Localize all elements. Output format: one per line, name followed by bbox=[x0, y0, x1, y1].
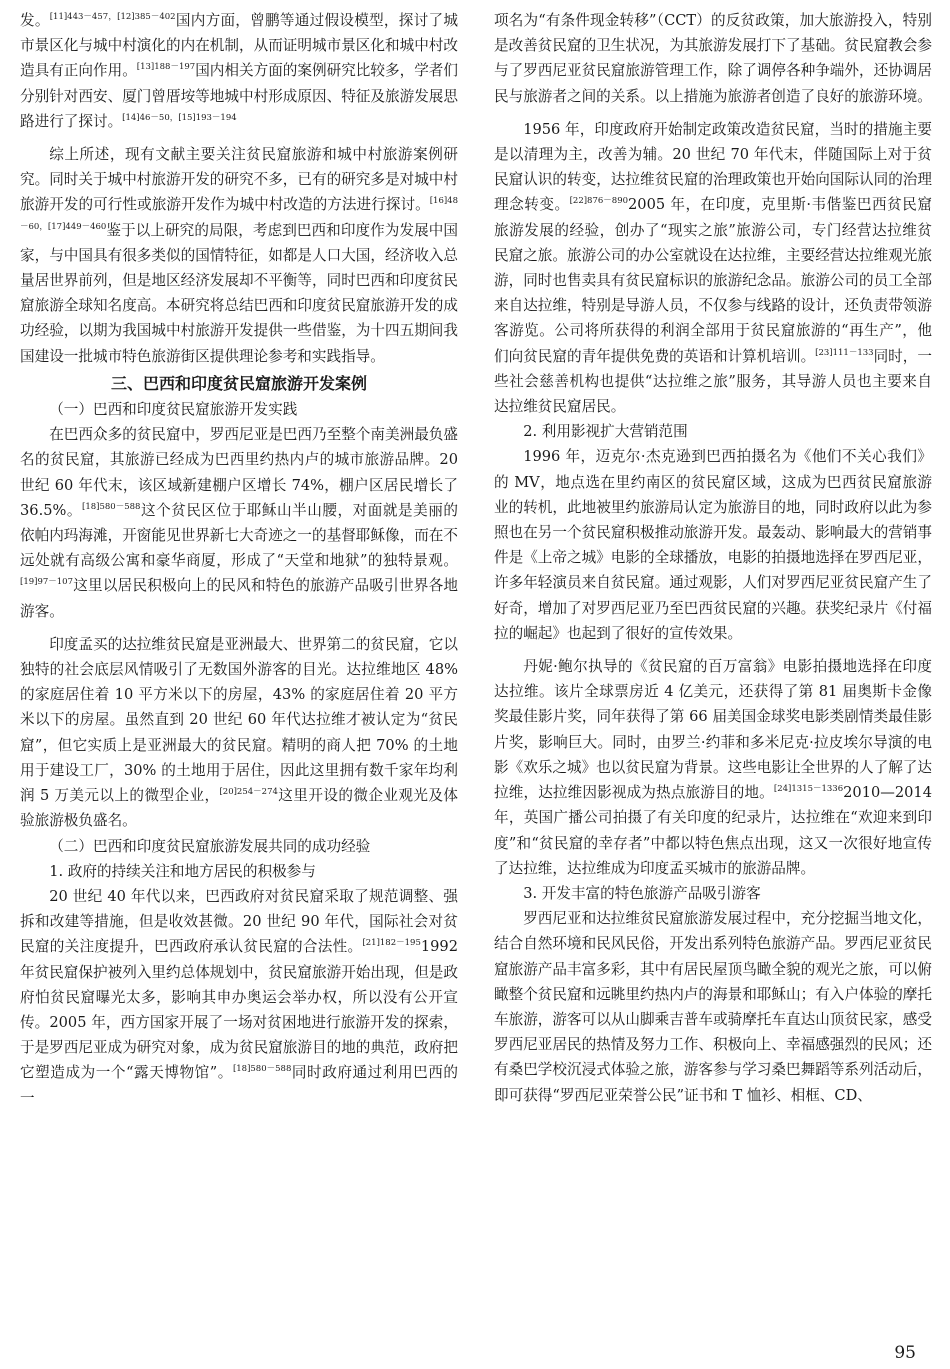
text: 综上所述，现有文献主要关注贫民窟旅游和城中村旅游案例研究。同时关于城中村旅游开发的研究不多，已有的研究多是对城中村旅游开发的可行性或旅游开发作为城中村改造的方法进行探讨。 bbox=[20, 146, 458, 214]
citation: [22]876－890 bbox=[569, 196, 629, 207]
page-number: 95 bbox=[894, 1343, 916, 1363]
subsection-title-1: （一）巴西和印度贫民窟旅游开发实践 bbox=[49, 401, 298, 419]
citation: [18]580－588 bbox=[82, 501, 141, 512]
citation: [23]111－133 bbox=[815, 347, 874, 358]
paragraph-india-policy bbox=[494, 117, 932, 419]
paragraph-film-brazil: 1996 年，迈克尔·杰克逊到巴西拍摄名为《他们不关心我们》的 MV，地点选在里约南区的贫民窟区域，这成为巴西贫民窟旅游业的转机，此地被里约旅游局认定为旅游目的地，同时政府以此为参照也在另一个贫民窟积极推动旅游开发。最轰动、影响最大的营销事件是《上帝之城》电影的全球播放，电影的拍摄地选择在罗西尼亚，许多年轻演员来自贫民窟。通过观影，人们对罗西尼亚贫民窟产生了好奇，增加了对罗西尼亚乃至巴西贫民窟的兴趣。获奖纪录片《付福拉的崛起》也起到了很好的宣传效果。 bbox=[494, 448, 932, 642]
paragraph-products: 罗西尼亚和达拉维贫民窟旅游发展过程中，充分挖掘当地文化，结合自然环境和民风民俗，开发出系列特色旅游产品。罗西尼亚贫民窟旅游产品丰富多彩，其中有居民屋顶鸟瞰全貌的观光之旅，可以俯瞰整个贫民窟和远眺里约热内卢的海景和耶稣山；有入户体验的摩托车旅游，游客可以从山脚乘吉普车或骑摩托车直达山顶贫民家，感受罗西尼亚居民的热情及努力工作、积极向上、幸福感强烈的民风；还有桑巴学校沉浸式体验之旅，游客参与学习桑巴舞蹈等系列活动后，即可获得“罗西尼亚荣誉公民”证书和 T 恤衫、相框、CD、 bbox=[494, 910, 932, 1104]
text: 印度孟买的达拉维贫民窟是亚洲最大、世界第二的贫民窟，它以独特的社会底层风情吸引了无数国外游客的目光。达拉维地区 48% 的家庭居住着 10 平方米以下的房屋，43% 的家庭居住着 20 平方米以下的房屋。虽然直到 20 世纪 60 年代达拉维才被认定为“贫民窟”，但它实质上是亚洲最大的贫民窟。精明的商人把 70% 的土地用于建设工厂，30% 的土地用于居住，因此这里拥有数千家年均利润 5 万美元以上的微型企业， bbox=[20, 635, 458, 805]
paragraph-cct-continuation: 项名为“有条件现金转移”（CCT）的反贫政策，加大旅游投入，特别是改善贫民窟的卫生状况，为其旅游发展打下了基础。贫民窟教会参与了罗西尼亚贫民窟旅游管理工作，除了调停各种争端外，还协调居民与旅游者之间的关系。以上措施为旅游者创造了良好的旅游环境。 bbox=[494, 12, 932, 105]
citation: [18]580－588 bbox=[232, 1064, 292, 1075]
paragraph-dharavi bbox=[20, 632, 458, 834]
text: 2010—2014 年，英国广播公司拍摄了有关印度的纪录片，达拉维在“欢迎来到印度”和“贫民窟的幸存者”中都以特色焦点出现，这又一次很好地宣传了达拉维，达拉维成为印度孟买城市的旅游品牌。 bbox=[494, 784, 932, 877]
text: 20 世纪 40 年代以来，巴西政府对贫民窟采取了规范调整、强拆和改建等措施，但是收效甚微。20 世纪 90 年代，国际社会对贫民窟的关注度提升，巴西政府承认贫民窟的合法性。 bbox=[20, 887, 458, 956]
text: 同时，一些社会慈善机构也提供“达拉维之旅”服务，其导游人员也主要来自达拉维贫民窟居民。 bbox=[494, 347, 932, 416]
left-column bbox=[20, 8, 458, 1111]
paragraph-intro-continuation bbox=[20, 8, 458, 134]
citation: [14]46－50，[15]193－194 bbox=[122, 112, 237, 123]
spacer bbox=[494, 109, 932, 117]
paragraph-summary bbox=[20, 142, 458, 369]
text: 这里开设的微企业观光及体验旅游极负盛名。 bbox=[20, 787, 458, 830]
paragraph-film-india bbox=[494, 654, 932, 881]
text: 国内相关方面的案例研究比较多，学者们分别针对西安、厦门曾厝垵等地城中村形成原因、特征及旅游发展思路进行了探讨。 bbox=[20, 62, 458, 130]
citation: [16]48－60，[17]449－460 bbox=[20, 196, 458, 232]
right-column bbox=[494, 8, 932, 1108]
text: 1956 年，印度政府开始制定政策改造贫民窟，当时的措施主要是以清理为主，改善为辅。20 世纪 70 年代末，伴随国际上对于贫民窟认识的转变，达拉维贫民窟的治理政策也开始向国际认同的治理理念转变。 bbox=[494, 120, 932, 214]
citation: [21]182－195 bbox=[362, 938, 421, 949]
text: 1992 年贫民窟保护被列入里约总体规划中，贫民窟旅游开始出现，但是政府怕贫民窟曝光太多，影响其申办奥运会举办权，所以没有公开宣传。2005 年，西方国家开展了一场对贫困地进行旅游开发的探索，于是罗西尼亚成为研究对象，成为贫民窟旅游目的地的典范，政府把它塑造成为一个“露天博物馆”。 bbox=[20, 938, 458, 1082]
point-title-3: 3. 开发丰富的特色旅游产品吸引游客 bbox=[523, 884, 761, 902]
text: 2005 年，在印度，克里斯·韦偕鉴巴西贫民窟旅游发展的经验，创办了“现实之旅”旅游公司，专门经营达拉维贫民窟之旅。旅游公司的办公室就设在达拉维，主要经营达拉维观光旅游，同时也售卖具有贫民窟标识的旅游纪念品。旅游公司的员工全部来自达拉维，特别是导游人员，不仅参与线路的设计，还负责带领游客游览。公司将所获得的利润全部用于贫民窟旅游的“再生产”，他们向贫民窟的青年提供免费的英语和计算机培训。 bbox=[494, 196, 932, 365]
citation: [11]443－457，[12]385－402 bbox=[49, 12, 176, 22]
text: 丹妮·鲍尔执导的《贫民窟的百万富翁》电影拍摄地选择在印度达拉维。该片全球票房近 4 亿美元，还获得了第 81 届奥斯卡金像奖最佳影片奖，同年获得了第 66 届美国金球奖电影类剧情类最佳影片奖，影响巨大。同时，由罗兰·约菲和多米尼克·拉皮埃尔导演的电影《欢乐之城》也以贫民窟为背景。这些电影让全世界的人了解了达拉维，达拉维因影视成为热点旅游目的地。 bbox=[494, 658, 932, 802]
text: 在巴西众多的贫民窟中，罗西尼亚是巴西乃至整个南美洲最负盛名的贫民窟，其旅游已经成为巴西里约热内卢的城市旅游品牌。20 世纪 60 年代末，该区域新建棚户区增长 74%，棚户区居民增长了 36.5%。 bbox=[20, 426, 458, 519]
text: 鉴于以上研究的局限，考虑到巴西和印度作为发展中国家，与中国具有很多类似的国情特征，如都是人口大国，经济收入总量居世界前列，但是地区经济发展却不平衡等，同时巴西和印度贫民窟旅游全球知名度高。本研究将总结巴西和印度贫民窟旅游开发的成功经验，以期为我国城中村旅游开发提供一些借鉴，为十四五期间我国建设一批城市特色旅游街区提供理论参考和实践指导。 bbox=[20, 221, 458, 365]
text: 国内方面，曾鹏等通过假设模型，探讨了城市景区化与城中村演化的内在机制，从而证明城市景区化和城中村改造具有正向作用。 bbox=[20, 12, 458, 80]
citation: [13]188－197 bbox=[136, 62, 196, 73]
text: 这个贫民区位于耶稣山半山腰，对面就是美丽的依帕内玛海滩，开窗能见世界新七大奇迹之一的基督耶稣像，而在不远处就有高级公寓和豪华商厦，形成了“天堂和地狱”的独特景观。 bbox=[20, 501, 458, 570]
citation: [24]1315－1336 bbox=[773, 784, 844, 795]
point-title-1: 1. 政府的持续关注和地方居民的积极参与 bbox=[49, 862, 316, 880]
subsection-title-2: （二）巴西和印度贫民窟旅游发展共同的成功经验 bbox=[49, 837, 371, 855]
paragraph-government bbox=[20, 884, 458, 1111]
spacer bbox=[20, 624, 458, 632]
paragraph-rocinha bbox=[20, 422, 458, 624]
point-title-2: 2. 利用影视扩大营销范围 bbox=[523, 423, 688, 441]
section-title: 三、巴西和印度贫民窟旅游开发案例 bbox=[110, 373, 367, 393]
citation: [20]254－274 bbox=[219, 787, 278, 798]
text: 这里以居民积极向上的民风和特色的旅游产品吸引世界各地游客。 bbox=[20, 577, 458, 620]
spacer bbox=[494, 646, 932, 654]
text: 发。 bbox=[20, 12, 50, 29]
spacer bbox=[20, 134, 458, 142]
citation: [19]97－107 bbox=[20, 577, 73, 588]
text: 同时政府通过利用巴西的一 bbox=[20, 1064, 458, 1107]
